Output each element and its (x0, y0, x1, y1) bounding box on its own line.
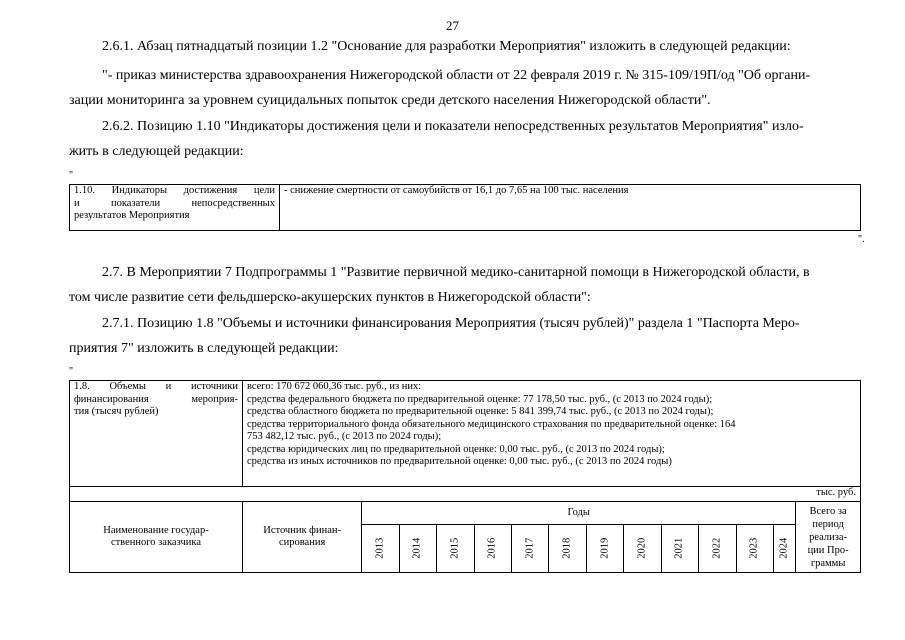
col-total-line2: период (812, 518, 844, 530)
open-quote-2: " (69, 366, 74, 377)
year-2019: 2019 (586, 525, 623, 573)
indicators-label-line3: результатов Мероприятия (74, 210, 190, 221)
financing-label-line1: 1.8. Объемы и источники (74, 381, 238, 392)
year-2020: 2020 (624, 525, 661, 573)
year-2013: 2013 (362, 525, 399, 573)
col-customer-line2: ственного заказчика (110, 537, 202, 548)
paragraph-2-7-1-line1: 2.7.1. Позицию 1.8 "Объемы и источники финансирования Мероприятия (тысяч рублей)" раздела 1 "Паспорта Меро- (102, 316, 800, 331)
col-years-header (362, 502, 796, 525)
col-customer-header (70, 502, 243, 573)
close-quote-1: ". (858, 234, 865, 245)
paragraph-2-7-1-line2: приятия 7" изложить в следующей редакции: (69, 341, 339, 356)
unit-row (70, 487, 861, 502)
financing-tfoms-line2: 753 482,12 тыс. руб., (с 2013 по 2024 годы); (246, 431, 442, 442)
paragraph-2-6-1: 2.6.1. Абзац пятнадцатый позиции 1.2 "Основание для разработки Мероприятия" изложить в следующей редакции: (102, 39, 791, 54)
page-number: 27 (446, 18, 459, 33)
indicators-label-line2: и показатели непосредственных (74, 197, 275, 209)
paragraph-2-7-line1: 2.7. В Мероприятии 7 Подпрограммы 1 "Развитие первичной медико-санитарной помощи в Нижегородской области, в (102, 265, 810, 280)
financing-label-line3: тия (тысяч рублей) (74, 406, 159, 417)
indicators-label-cell (70, 185, 280, 231)
year-2021: 2021 (661, 525, 698, 573)
financing-label-line2: финансирования мероприя- (74, 393, 238, 405)
financing-other-sources: средства из иных источников по предварительной оценке: 0,00 тыс. руб., (с 2013 по 2024 годы) (246, 456, 672, 467)
indicators-value-cell (280, 185, 861, 231)
unit-label: тыс. руб. (816, 487, 856, 498)
year-2023: 2023 (736, 525, 773, 573)
financing-federal: средства федерального бюджета по предварительной оценке: 77 178,50 тыс. руб., (с 2013 по 2024 годы); (246, 393, 713, 405)
col-total-line3: реализа- (809, 531, 848, 543)
col-total-line1: Всего за (809, 505, 847, 517)
year-2024: 2024 (773, 525, 795, 573)
open-quote-1: " (69, 170, 74, 181)
year-2016: 2016 (474, 525, 511, 573)
year-2014: 2014 (399, 525, 436, 573)
financing-tfoms-line1: средства территориального фонда обязательного медицинского страхования по предварительной оценке: 164 (246, 418, 736, 430)
col-source-header (242, 502, 361, 573)
financing-label-cell (70, 381, 243, 487)
indicators-value: - снижение смертности от самоубийств от 16,1 до 7,65 на 100 тыс. населения (284, 185, 629, 196)
year-2022: 2022 (699, 525, 736, 573)
col-years-label: Годы (567, 506, 590, 518)
paragraph-2-6-2-line2: жить в следующей редакции: (69, 144, 244, 159)
financing-regional: средства областного бюджета по предварительной оценке: 5 841 399,74 тыс. руб., (с 2013 по 2024 годы); (246, 406, 714, 417)
col-source-line2: сирования (278, 537, 326, 548)
col-total-line5: граммы (810, 557, 846, 569)
year-2015: 2015 (437, 525, 474, 573)
indicators-table (69, 184, 861, 231)
indicators-label-line1: 1.10. Индикаторы достижения цели (74, 185, 275, 196)
col-source-line1: Источник финан- (263, 524, 341, 536)
financing-total: всего: 170 672 060,36 тыс. руб., из них: (246, 381, 422, 392)
col-customer-line1: Наименование государ- (103, 524, 209, 536)
financing-value-cell (242, 381, 860, 487)
year-2018: 2018 (549, 525, 586, 573)
financing-legal-entities: средства юридических лиц по предварительной оценке: 0,00 тыс. руб., (с 2013 по 2024 годы); (246, 443, 665, 455)
paragraph-2-7-line2: том числе развитие сети фельдшерско-акушерских пунктов в Нижегородской области": (69, 290, 591, 305)
financing-table (69, 380, 861, 573)
paragraph-2-6-1-quote-line2: зации мониторинга за уровнем суицидальных попыток среди детского населения Нижегородской области". (69, 93, 711, 108)
paragraph-2-6-2-line1: 2.6.2. Позицию 1.10 "Индикаторы достижения цели и показатели непосредственных результатов Мероприятия" изло- (102, 119, 804, 134)
year-2017: 2017 (511, 525, 548, 573)
col-total-line4: ции Про- (807, 544, 849, 556)
col-total-header (796, 502, 861, 573)
paragraph-2-6-1-quote-line1: "- приказ министерства здравоохранения Нижегородской области от 22 февраля 2019 г. № 315-109/19П/од "Об органи- (102, 68, 811, 83)
